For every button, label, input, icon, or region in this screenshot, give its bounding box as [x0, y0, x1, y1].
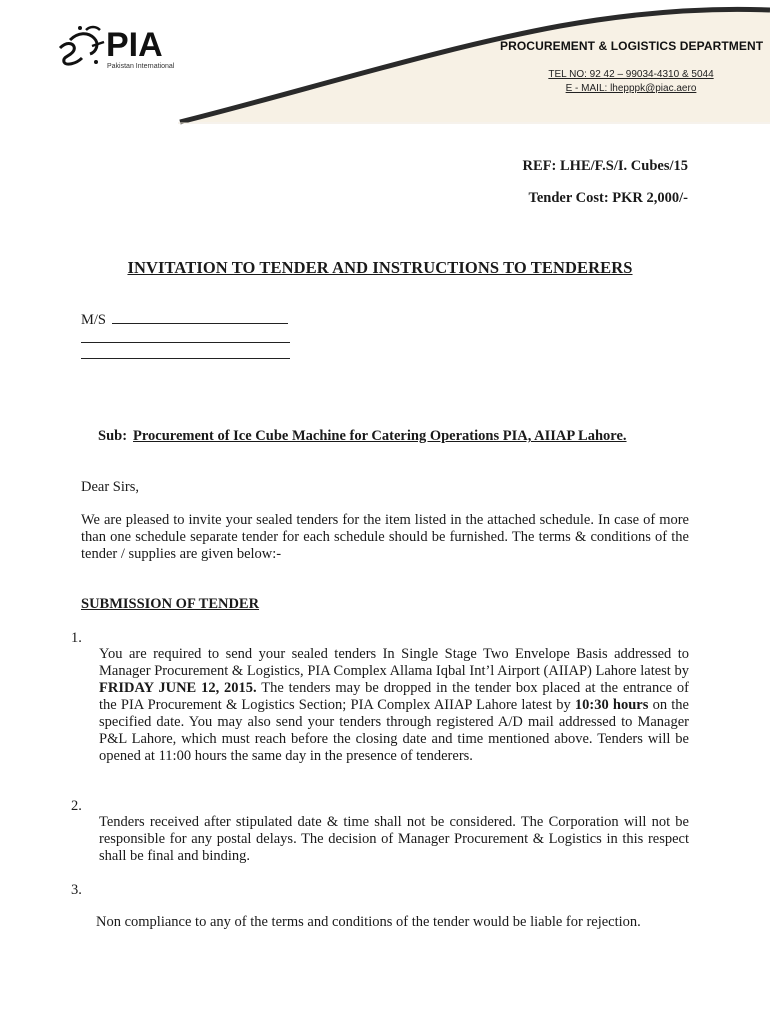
addressee-blank-line-1 [112, 312, 288, 324]
subject-line [98, 428, 627, 445]
addressee-label: M/S [81, 312, 106, 328]
closing-time: 10:30 hours [574, 697, 649, 713]
addressee-field [81, 312, 288, 329]
item-number-1: 1. [71, 630, 82, 646]
document-title [0, 258, 770, 278]
item-number-2: 2. [71, 798, 82, 814]
item-1-text-a: You are required to send your sealed tenders In Single Stage Two Envelope Basis addressed to Manager Procurement & Logistics, PIA Complex Allama Iqbal Int’l Airport (AIIAP) Lahore latest by [99, 646, 689, 679]
item-paragraph-2: Tenders received after stipulated date & time shall not be considered. The Corporation will not be responsible for any postal delays. The decision of Manager Procurement & Logistics in this respect shall be final and binding. [99, 814, 689, 864]
calligraphy-emblem-icon [56, 18, 196, 74]
addressee-blank-line-2 [81, 342, 290, 343]
closing-date: FRIDAY JUNE 12, 2015. [99, 680, 257, 696]
pia-logo [56, 18, 196, 74]
item-paragraph-3: Non compliance to any of the terms and conditions of the tender would be liable for rejection. [96, 914, 641, 930]
item-paragraph-1 [99, 646, 689, 765]
email-link[interactable]: E - MAIL: lhepppk@piac.aero [565, 83, 697, 94]
department-title: PROCUREMENT & LOGISTICS DEPARTMENT [500, 39, 764, 53]
telephone-line: TEL NO: 92 42 – 99034-4310 & 5044 [548, 69, 714, 80]
reference-number: REF: LHE/F.S/I. Cubes/15 [522, 158, 688, 174]
item-1-text-c: on the specified date. You may also send your tenders through registered A/D mail addressed to Manager P&L Lahore, which must reach before the closing date and time mentioned above. Tenders will be opened at 11:00 hours the same day in the presence of tenderers. [99, 697, 689, 764]
logo-subtext: Pakistan International [107, 63, 175, 70]
addressee-blank-line-3 [81, 358, 290, 359]
document-title-text: INVITATION TO TENDER AND INSTRUCTIONS TO TENDERERS [127, 258, 633, 277]
item-1-text-b: The tenders may be dropped in the tender box placed at the entrance of the PIA Procurement & Logistics Section; PIA Complex AIIAP Lahore latest by [99, 680, 689, 713]
item-number-3: 3. [71, 882, 82, 898]
logo-wordmark: PIA [106, 26, 163, 64]
section-heading-submission: SUBMISSION OF TENDER [81, 596, 260, 612]
salutation: Dear Sirs, [81, 479, 139, 495]
intro-paragraph: We are pleased to invite your sealed tenders for the item listed in the attached schedule. In case of more than one schedule separate tender for each schedule should be furnished. The terms & conditions of the tender / supplies are given below:- [81, 512, 689, 562]
subject-text: Procurement of Ice Cube Machine for Catering Operations PIA, AIIAP Lahore. [133, 428, 627, 444]
tender-cost: Tender Cost: PKR 2,000/- [528, 190, 688, 206]
subject-label: Sub: [98, 428, 128, 444]
contact-block [500, 68, 762, 96]
